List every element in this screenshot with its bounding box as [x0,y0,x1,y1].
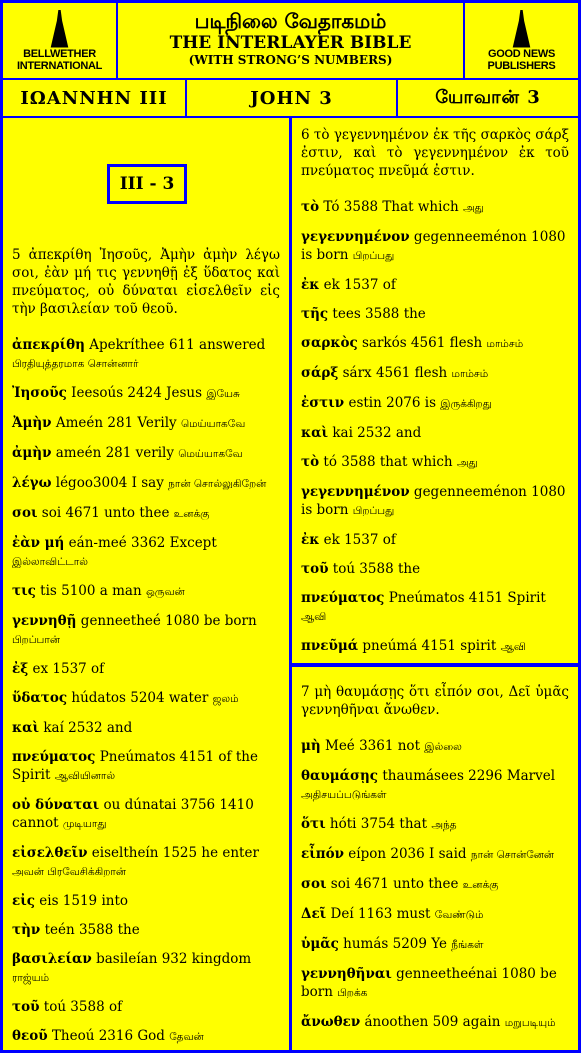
tamil-gloss: பிறக்க [337,987,368,999]
transliteration-gloss: Meé 3361 not [325,738,420,754]
greek-word: τις [12,583,36,599]
transliteration-gloss: ex 1537 of [32,661,105,677]
greek-word: τοῦ [301,561,329,577]
greek-word: γεγεννημένον [301,484,410,500]
tamil-gloss: ஒருவன் [145,586,185,598]
interlinear-entry [301,276,569,294]
interlinear-entry [12,998,280,1016]
greek-word: ἐστιν [301,395,345,411]
greek-word: Ἀμὴν [12,415,52,431]
transliteration-gloss: Theoú 2316 God [51,1028,165,1044]
interlinear-entry [301,875,569,894]
transliteration-gloss: kai 2532 and [332,425,422,441]
greek-word: σάρξ [301,365,339,381]
transliteration-gloss: ameén 281 verily [55,445,174,461]
transliteration-gloss: ek 1537 of [323,277,396,293]
tamil-gloss: இயேசு [206,388,240,400]
transliteration-gloss: gegenneeménon 1080 is born [301,229,566,263]
transliteration-gloss: ánoothen 509 again [364,1014,501,1030]
interlinear-entry [12,444,280,463]
tamil-gloss: ஆவி [500,641,526,653]
greek-word: λέγω [12,475,52,491]
greek-word: πνεύματος [12,749,96,765]
tamil-gloss: பிறப்பது [352,250,395,262]
tamil-gloss: அது [456,457,478,469]
tamil-gloss: ராஜ்யம் [12,972,50,984]
tamil-gloss: அவன் பிரவேசிக்கிறான் [12,866,127,878]
tamil-gloss: வேண்டும் [434,909,484,921]
book-english: JOHN 3 [187,80,396,116]
transliteration-gloss: eis 1519 into [39,893,129,909]
interlinear-entry [301,589,569,626]
transliteration-gloss: pneúmá 4151 spirit [362,638,497,654]
title-english: THE INTERLAYER BIBLE [169,33,412,53]
book-greek: ΙΩΑΝΝΗΝ III [3,80,185,116]
greek-word: Ἰησοῦς [12,385,67,401]
interlinear-entry [12,612,280,649]
interlinear-entry [12,1027,280,1046]
tamil-gloss: நீங்கள் [451,939,484,951]
interlinear-entry [301,424,569,442]
transliteration-gloss: Pneúmatos 4151 Spirit [388,590,546,606]
bellwether-icon [49,10,71,48]
transliteration-gloss: Ameén 281 Verily [55,415,177,431]
tamil-gloss: பிறப்பான் [12,634,61,646]
interlinear-entry [12,689,280,708]
greek-word: τὸ [301,199,320,215]
interlinear-entry [12,660,280,678]
bellwether-logo-text: BELLWETHER INTERNATIONAL [16,47,103,72]
interlinear-entry [12,534,280,571]
interlinear-entry [301,815,569,834]
interlinear-entry [301,228,569,265]
greek-word: σοι [12,505,38,521]
greek-word: εἶπόν [301,846,344,862]
transliteration-gloss: humás 5209 Ye [343,936,447,952]
interlinear-entry [301,483,569,520]
title-block [118,3,463,78]
transliteration-gloss: Tó 3588 That which [323,199,459,215]
greek-word: πνεύματος [301,590,385,606]
interlinear-entry [301,1013,569,1032]
greek-word: εἰσελθεῖν [12,845,88,861]
tamil-gloss: மெய்யாகவே [180,418,246,430]
verse-5-entries [12,336,280,1046]
transliteration-gloss: toú 3588 of [43,999,123,1015]
transliteration-gloss: eán-meé 3362 Except [68,535,217,551]
transliteration-gloss: sarkós 4561 flesh [361,335,483,351]
greek-word: γεννηθῇ [12,613,77,629]
greek-word: τοῦ [12,999,40,1015]
tamil-gloss: தேவன் [169,1031,204,1043]
verse-6: 6 τὸ γεγεννημένον ἐκ τῆς σαρκὸς σάρξ ἐστιν, καὶ τὸ γεγεννημένον ἐκ τοῦ πνεύματος πνεῦμά ἐστιν. [301,127,569,179]
greek-word: τὸ [301,454,320,470]
transliteration-gloss: tees 3588 the [332,306,426,322]
transliteration-gloss: toú 3588 the [332,561,421,577]
tamil-gloss: ஜலம் [212,693,239,705]
transliteration-gloss: sárx 4561 flesh [342,365,448,381]
transliteration-gloss: eípon 2036 I said [348,846,467,862]
transliteration-gloss: Deí 1163 must [330,906,431,922]
transliteration-gloss: genneetheé 1080 be born [80,613,257,629]
tamil-gloss: அந்த [431,819,457,831]
transliteration-gloss: ou dúnatai 3756 1410 cannot [12,797,254,831]
transliteration-gloss: húdatos 5204 water [71,690,209,706]
goodnews-logo-text: GOOD NEWS PUBLISHERS [487,47,556,72]
tamil-gloss: அதிசயப்படுங்கள் [301,789,387,801]
left-column [3,118,289,1050]
greek-word: ἐξ [12,661,29,677]
greek-word: θαυμάσῃς [301,768,379,784]
interlinear-entry [301,198,569,217]
greek-word: καὶ [12,720,40,736]
interlinear-entry [12,748,280,785]
goodnews-icon [511,10,533,48]
transliteration-gloss: légoo3004 I say [55,475,164,491]
transliteration-gloss: teén 3588 the [44,922,140,938]
interlinear-entry [301,845,569,864]
tamil-gloss: உனக்கு [462,879,499,891]
tamil-gloss: மறுபடியும் [504,1017,556,1029]
interlinear-entry [12,582,280,601]
title-subtitle: (WITH STRONG’S NUMBERS) [188,53,393,67]
greek-word: ἐὰν μή [12,535,65,551]
interlinear-entry [12,414,280,433]
verse-5: 5 ἀπεκρίθη Ἰησοῦς, Ἀμὴν ἀμὴν λέγω σοι, ἐὰν μή τις γεννηθῇ ἐξ ὕδατος καὶ πνεύματος, οὐ δύναται εἰσελθεῖν εἰς τὴν βασιλείαν τοῦ θεοῦ. [12,247,280,317]
transliteration-gloss: Pneúmatos 4151 of the Spirit [12,749,258,783]
interlinear-entry [12,336,280,373]
bellwether-logo [3,3,116,78]
transliteration-gloss: Apekríthee 611 answered [89,337,266,353]
interlinear-entry [301,364,569,383]
interlinear-entry [301,935,569,954]
interlinear-entry [12,844,280,881]
interlinear-entry [301,453,569,472]
transliteration-gloss: estin 2076 is [348,395,436,411]
transliteration-gloss: basileían 932 kingdom [96,951,252,967]
tamil-gloss: இல்லை [424,741,462,753]
title-tamil: படிநிலை வேதாகமம் [194,9,387,33]
transliteration-gloss: tis 5100 a man [40,583,142,599]
book-tamil: யோவான் 3 [398,80,578,116]
greek-word: ἀπεκρίθη [12,337,85,353]
greek-word: ἄνωθεν [301,1014,361,1030]
transliteration-gloss: kaí 2532 and [43,720,133,736]
greek-word: μὴ [301,738,321,754]
greek-word: ὅτι [301,816,326,832]
greek-word: καὶ [301,425,329,441]
greek-word: Δεῖ [301,906,327,922]
goodnews-logo [465,3,578,78]
greek-word: πνεῦμά [301,638,359,654]
interlinear-entry [12,504,280,523]
tamil-gloss: அது [463,202,484,214]
interlinear-entry [301,394,569,413]
tamil-gloss: ஆவி [301,611,327,623]
greek-word: ὑμᾶς [301,936,339,952]
interlinear-entry [12,796,280,833]
tamil-gloss: நான் சொன்னேன் [470,849,555,861]
tamil-gloss: நான் சொல்லுகிறேன் [168,478,267,490]
transliteration-gloss: genneetheénai 1080 be born [301,966,557,1000]
verse-7: 7 μὴ θαυμάσῃς ὅτι εἶπόν σοι, Δεῖ ὑμᾶς γεννηθῆναι ἄνωθεν. [301,684,569,718]
greek-word: οὐ δύναται [12,797,100,813]
transliteration-gloss: thaumásees 2296 Marvel [382,768,556,784]
greek-word: ἐκ [301,277,320,293]
greek-word: γεννηθῆναι [301,966,392,982]
interlinear-entry [12,384,280,403]
transliteration-gloss: gegenneeménon 1080 is born [301,484,566,518]
interlinear-entry [12,892,280,910]
tamil-gloss: உனக்கு [173,508,210,520]
interlinear-entry [301,965,569,1002]
interlinear-entry [301,305,569,323]
chapter-box: III - 3 [107,164,187,204]
tamil-gloss: மாம்சம் [486,338,524,350]
greek-word: βασιλείαν [12,951,92,967]
greek-word: ἀμὴν [12,445,52,461]
tamil-gloss: பிரதியுத்தரமாக சொன்னார் [12,358,139,370]
tamil-gloss: ஆவியினால் [54,770,116,782]
interlinear-entry [301,905,569,924]
greek-word: εἰς [12,893,35,909]
greek-word: γεγεννημένον [301,229,410,245]
interlinear-entry [12,950,280,987]
greek-word: τῆς [301,306,329,322]
interlinear-entry [301,560,569,578]
interlinear-entry [12,921,280,939]
interlinear-entry [301,334,569,353]
greek-word: σαρκὸς [301,335,358,351]
transliteration-gloss: ek 1537 of [323,532,396,548]
transliteration-gloss: Ieesoús 2424 Jesus [71,385,203,401]
transliteration-gloss: tó 3588 that which [323,454,453,470]
greek-word: ἐκ [301,532,320,548]
greek-word: σοι [301,876,327,892]
tamil-gloss: இருக்கிறது [440,398,492,410]
greek-word: τὴν [12,922,41,938]
transliteration-gloss: hóti 3754 that [329,816,428,832]
tamil-gloss: முடியாது [62,818,107,830]
verse-7-entries [301,737,569,1032]
interlinear-entry [12,719,280,737]
transliteration-gloss: soi 4671 unto thee [330,876,459,892]
greek-word: ὕδατος [12,690,68,706]
right-column-bottom [292,667,578,1050]
tamil-gloss: மாம்சம் [451,368,489,380]
interlinear-entry [301,737,569,756]
interlinear-entry [12,474,280,493]
right-column-top [292,118,578,663]
tamil-gloss: இல்லாவிட்டால் [12,556,88,568]
transliteration-gloss: soi 4671 unto thee [41,505,170,521]
tamil-gloss: பிறப்பது [352,505,395,517]
interlinear-entry [301,767,569,804]
tamil-gloss: மெய்யாகவே [178,448,243,460]
verse-6-entries [301,198,569,686]
greek-word: θεοῦ [12,1028,48,1044]
interlinear-entry [301,531,569,549]
transliteration-gloss: eiseltheín 1525 he enter [91,845,259,861]
interlinear-entry [301,637,569,656]
